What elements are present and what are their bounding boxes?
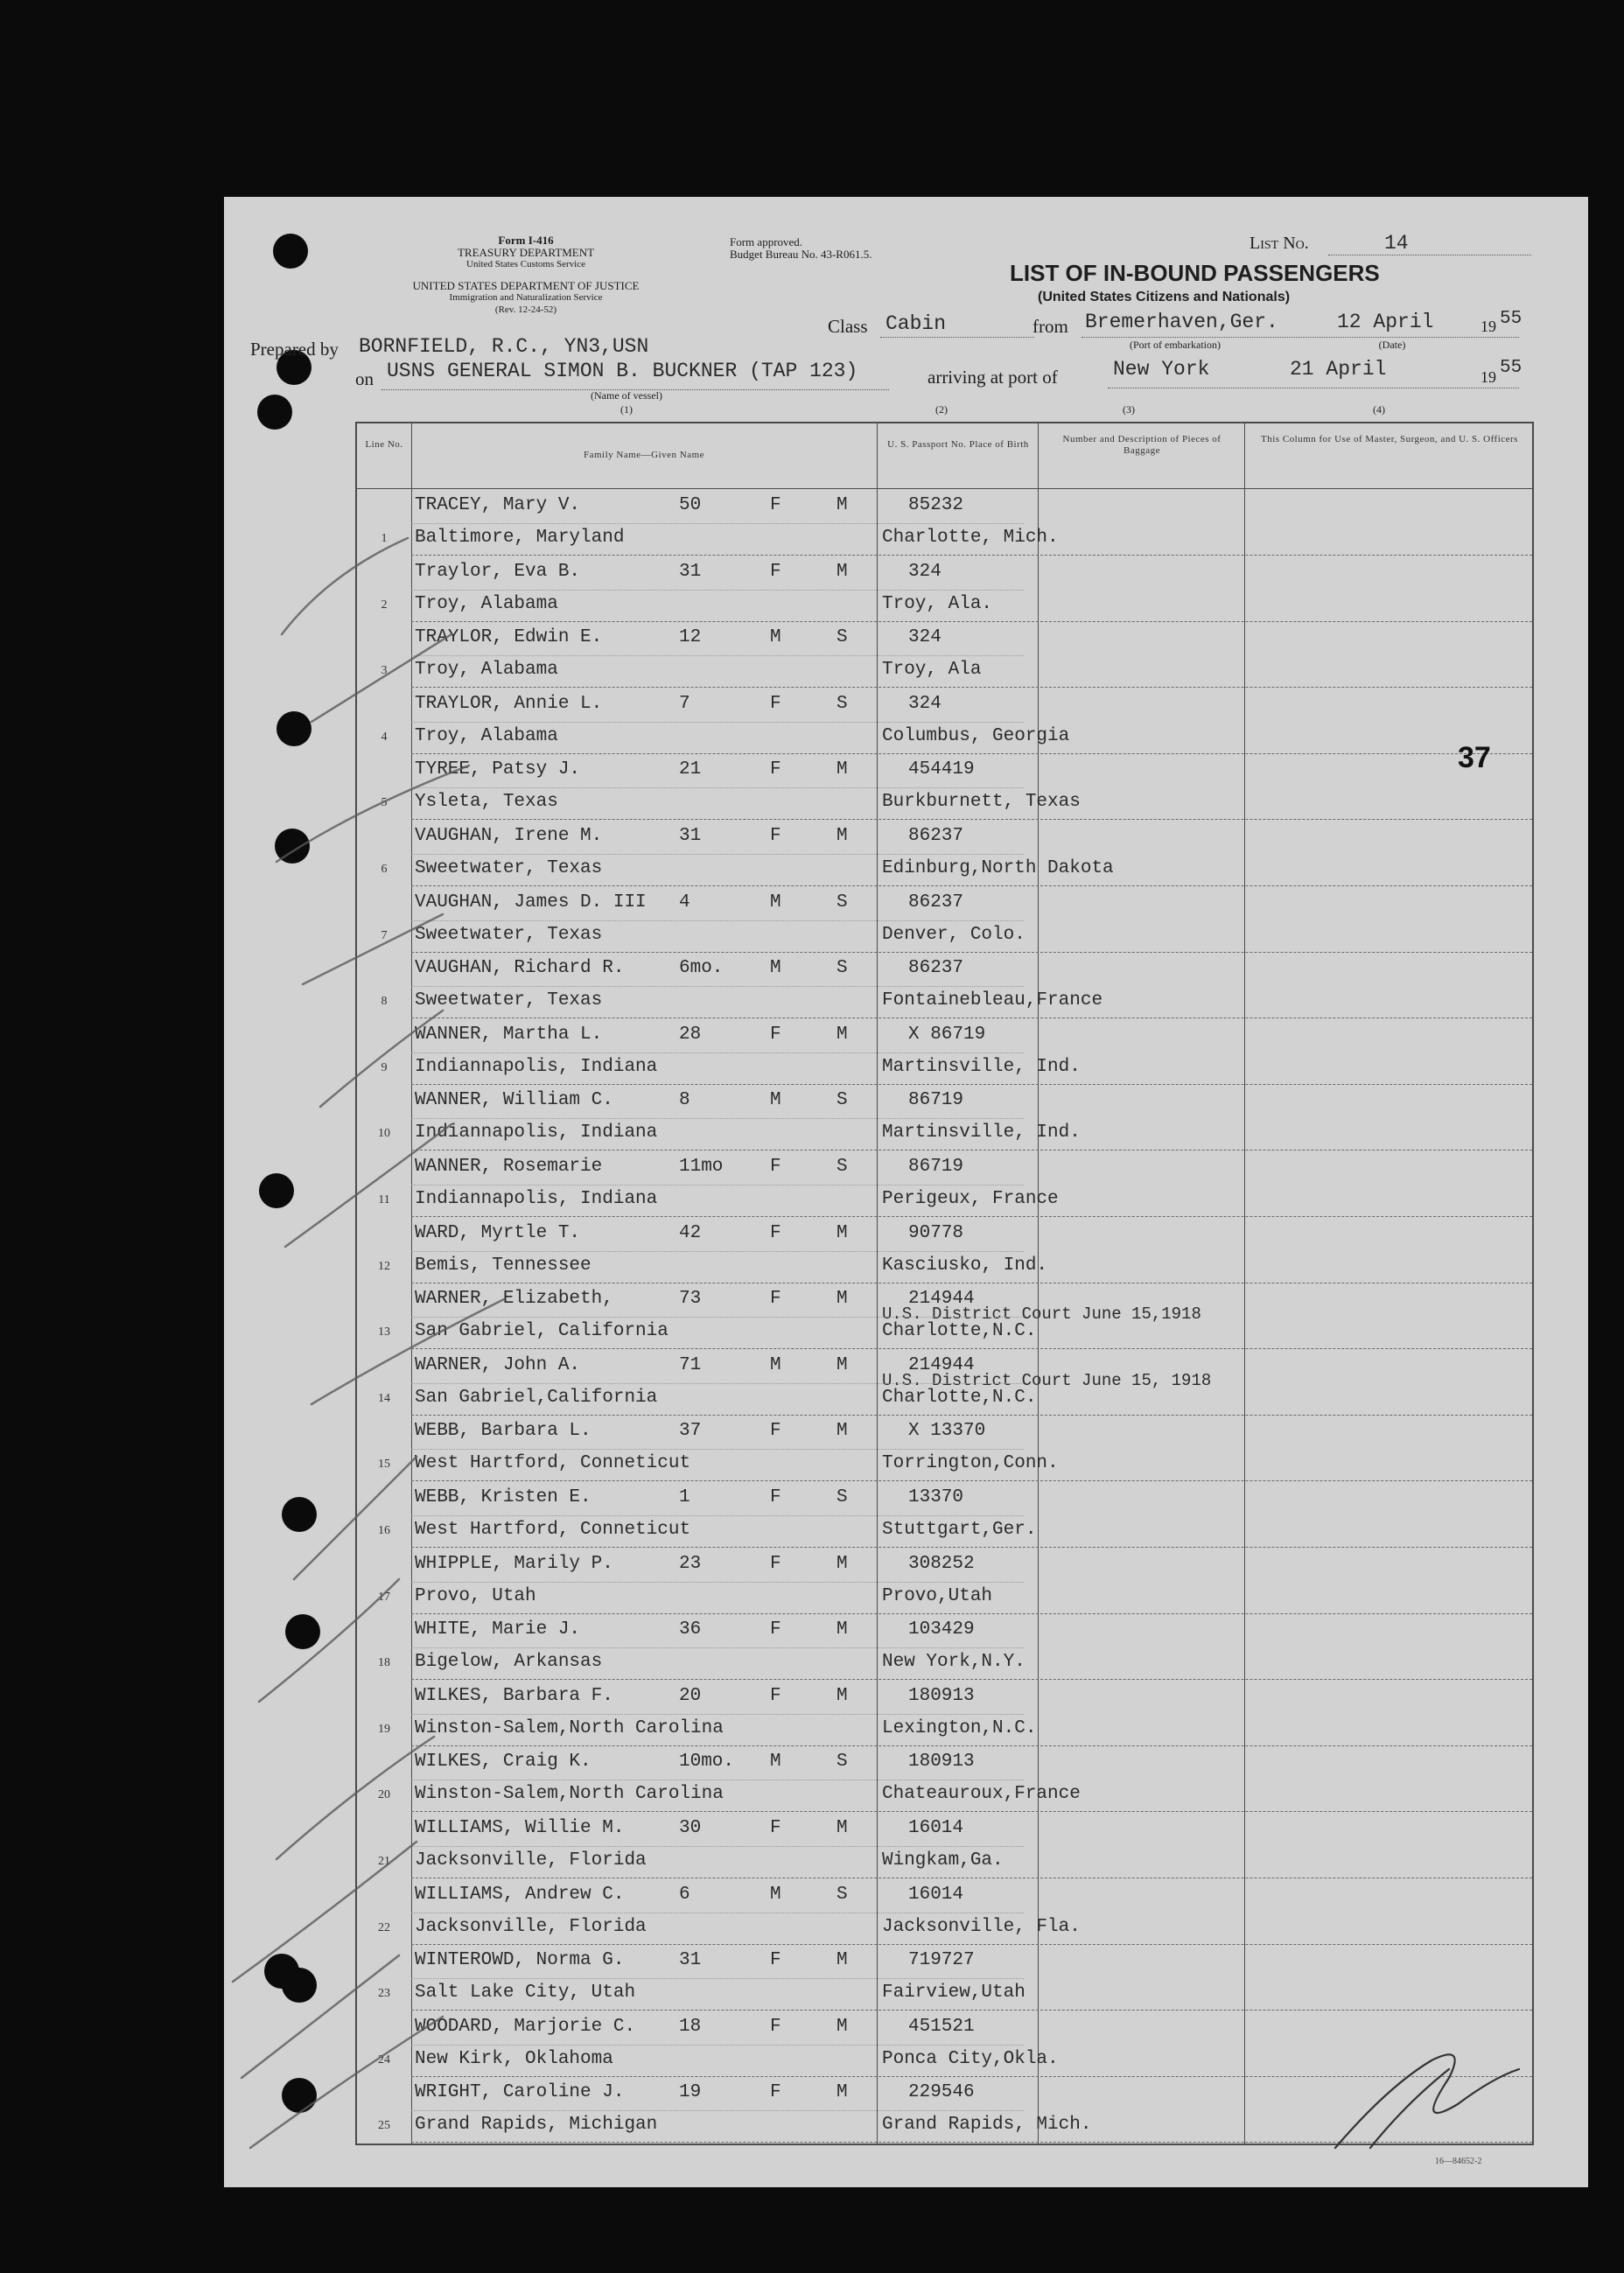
passenger-sex: F xyxy=(770,2082,781,2103)
passenger-status: M xyxy=(836,1950,848,1971)
passport-number: 308252 xyxy=(908,1553,975,1574)
class-value: Cabin xyxy=(886,312,947,335)
birthplace: Kasciusko, Ind. xyxy=(882,1255,1048,1276)
passenger-age: 4 xyxy=(679,892,690,913)
passenger-status: M xyxy=(836,1289,848,1310)
passenger-sex: M xyxy=(770,1354,781,1375)
passenger-status: M xyxy=(836,2082,848,2103)
passenger-residence: Sweetwater, Texas xyxy=(415,990,603,1011)
passport-number: 324 xyxy=(908,627,942,648)
line-number: 23 xyxy=(378,1987,390,2001)
passenger-age: 1 xyxy=(679,1487,690,1507)
birthplace: Martinsville, Ind. xyxy=(882,1056,1081,1077)
passport-number: 86237 xyxy=(908,958,964,979)
passenger-age: 50 xyxy=(679,495,702,515)
passenger-status: M xyxy=(836,2016,848,2037)
passenger-age: 11mo xyxy=(679,1157,724,1177)
passenger-age: 6 xyxy=(679,1884,690,1905)
line-number: 7 xyxy=(381,928,388,942)
col2-caption: (2) xyxy=(935,403,948,416)
passenger-sex: F xyxy=(770,1024,781,1045)
line-number: 19 xyxy=(378,1722,390,1736)
passenger-residence: Jacksonville, Florida xyxy=(415,1916,647,1937)
passenger-sex: F xyxy=(770,1818,781,1838)
passenger-age: 20 xyxy=(679,1685,702,1706)
passenger-status: M xyxy=(836,1619,848,1640)
year1-prefix: 19 xyxy=(1480,318,1496,335)
passenger-status: S xyxy=(836,1090,848,1111)
passenger-age: 23 xyxy=(679,1553,702,1574)
passenger-name: WINTEROWD, Norma G. xyxy=(415,1950,625,1971)
passenger-residence: Troy, Alabama xyxy=(415,660,558,681)
passenger-age: 42 xyxy=(679,1222,702,1243)
passenger-status: M xyxy=(836,1421,848,1442)
passenger-age: 31 xyxy=(679,826,702,846)
line-number: 9 xyxy=(381,1060,388,1074)
line-number: 24 xyxy=(378,2053,390,2067)
passenger-name: TRAYLOR, Edwin E. xyxy=(415,627,603,648)
passport-number: 324 xyxy=(908,561,942,582)
passenger-age: 28 xyxy=(679,1024,702,1045)
passenger-age: 37 xyxy=(679,1421,702,1442)
passport-number: 214944 xyxy=(908,1289,975,1310)
passenger-name: WEBB, Kristen E. xyxy=(415,1487,592,1507)
birthplace: Charlotte,N.C. xyxy=(882,1387,1037,1408)
birthplace: Burkburnett, Texas xyxy=(882,792,1081,813)
passenger-name: WANNER, Martha L. xyxy=(415,1024,603,1045)
line-number: 22 xyxy=(378,1920,390,1934)
passenger-age: 30 xyxy=(679,1818,702,1838)
passenger-age: 31 xyxy=(679,1950,702,1971)
passenger-sex: M xyxy=(770,958,781,979)
passenger-residence: Sweetwater, Texas xyxy=(415,858,603,878)
passenger-age: 12 xyxy=(679,627,702,648)
passenger-age: 21 xyxy=(679,759,702,780)
revision: (Rev. 12-24-52) xyxy=(494,304,557,315)
passenger-residence: Baltimore, Maryland xyxy=(415,528,625,548)
passenger-name: WOODARD, Marjorie C. xyxy=(415,2016,636,2037)
birthplace: Fontainebleau,France xyxy=(882,990,1103,1011)
from-port: Bremerhaven,Ger. xyxy=(1085,311,1278,333)
passenger-residence: Grand Rapids, Michigan xyxy=(415,2115,658,2136)
passport-number: 86719 xyxy=(908,1090,964,1111)
arrival-date: 21 April xyxy=(1290,358,1387,381)
passenger-age: 18 xyxy=(679,2016,702,2037)
passenger-status: M xyxy=(836,1685,848,1706)
birthplace: Martinsville, Ind. xyxy=(882,1123,1081,1143)
passenger-sex: F xyxy=(770,1289,781,1310)
line-number: 15 xyxy=(378,1458,390,1472)
passport-number: 16014 xyxy=(908,1884,964,1905)
passport-number: 214944 xyxy=(908,1354,975,1375)
naturalization-note: U.S. District Court June 15, 1918 xyxy=(882,1370,1212,1390)
passport-number: 451521 xyxy=(908,2016,975,2037)
prepared-label: Prepared by xyxy=(250,339,339,360)
passenger-status: M xyxy=(836,1222,848,1243)
passport-number: 229546 xyxy=(908,2082,975,2103)
prepared-value: BORNFIELD, R.C., YN3,USN xyxy=(359,335,649,358)
passenger-name: WANNER, William C. xyxy=(415,1090,613,1111)
col3-caption: (3) xyxy=(1123,403,1135,416)
check-marks xyxy=(224,197,1588,2187)
passport-number: X 13370 xyxy=(908,1421,986,1442)
year2-suffix: 55 xyxy=(1500,358,1522,378)
footer-code: 16—84652-2 xyxy=(1435,2157,1482,2166)
line-number: 6 xyxy=(381,863,388,876)
line-number: 3 xyxy=(381,664,388,678)
passport-number: 16014 xyxy=(908,1818,964,1838)
line-number: 1 xyxy=(381,532,388,545)
passport-number: 90778 xyxy=(908,1222,964,1243)
passenger-sex: F xyxy=(770,1950,781,1971)
passenger-name: WILKES, Barbara F. xyxy=(415,1685,613,1706)
passenger-status: M xyxy=(836,826,848,846)
passenger-residence: Bigelow, Arkansas xyxy=(415,1652,603,1673)
line-number: 8 xyxy=(381,995,388,1009)
passenger-status: S xyxy=(836,958,848,979)
passenger-status: S xyxy=(836,1884,848,1905)
passenger-age: 8 xyxy=(679,1090,690,1111)
passenger-sex: F xyxy=(770,826,781,846)
arrival-port: New York xyxy=(1113,358,1210,381)
passenger-residence: Indiannapolis, Indiana xyxy=(415,1056,658,1077)
side-number: 37 xyxy=(1458,741,1491,774)
birthplace: Ponca City,Okla. xyxy=(882,2048,1059,2069)
passenger-residence: Ysleta, Texas xyxy=(415,792,558,813)
passport-number: 86237 xyxy=(908,892,964,913)
birthplace: Troy, Ala. xyxy=(882,593,993,614)
passenger-sex: M xyxy=(770,1090,781,1111)
vessel-caption: (Name of vessel) xyxy=(591,389,662,402)
passenger-sex: F xyxy=(770,1685,781,1706)
passenger-sex: M xyxy=(770,1884,781,1905)
passenger-name: WHITE, Marie J. xyxy=(415,1619,581,1640)
passenger-sex: F xyxy=(770,1157,781,1177)
from-date: 12 April xyxy=(1337,311,1434,333)
passenger-age: 6mo. xyxy=(679,958,724,979)
passenger-name: TRACEY, Mary V. xyxy=(415,495,581,515)
birthplace: Charlotte,N.C. xyxy=(882,1321,1037,1342)
arriving-label: arriving at port of xyxy=(928,367,1058,388)
passport-number: 86719 xyxy=(908,1157,964,1177)
passenger-residence: Provo, Utah xyxy=(415,1585,536,1606)
passenger-sex: F xyxy=(770,561,781,582)
passenger-name: WHIPPLE, Marily P. xyxy=(415,1553,613,1574)
birthplace: Perigeux, France xyxy=(882,1189,1059,1209)
line-number: 2 xyxy=(381,598,388,612)
birthplace: Columbus, Georgia xyxy=(882,725,1070,746)
passport-number: 180913 xyxy=(908,1752,975,1773)
treasury-dept: TREASURY DEPARTMENT xyxy=(457,246,595,259)
birthplace: Denver, Colo. xyxy=(882,924,1026,945)
document-title: LIST OF IN-BOUND PASSENGERS xyxy=(1010,260,1380,286)
birthplace: Charlotte, Mich. xyxy=(882,528,1059,548)
header-name: Family Name—Given Name xyxy=(583,450,705,460)
line-number: 12 xyxy=(378,1259,390,1273)
passport-number: X 86719 xyxy=(908,1024,986,1045)
birthplace: Torrington,Conn. xyxy=(882,1453,1059,1474)
list-no-label: List No. xyxy=(1250,234,1309,253)
year2-prefix: 19 xyxy=(1480,368,1496,386)
port-embark-caption: (Port of embarkation) xyxy=(1130,339,1221,351)
line-number: 4 xyxy=(381,730,388,744)
passenger-sex: F xyxy=(770,1553,781,1574)
passenger-name: WARD, Myrtle T. xyxy=(415,1222,581,1243)
passenger-age: 7 xyxy=(679,693,690,714)
passenger-name: WEBB, Barbara L. xyxy=(415,1421,592,1442)
passenger-status: M xyxy=(836,495,848,515)
passenger-name: TRAYLOR, Annie L. xyxy=(415,693,603,714)
passenger-sex: F xyxy=(770,693,781,714)
passenger-residence: Indiannapolis, Indiana xyxy=(415,1189,658,1209)
passenger-sex: F xyxy=(770,1487,781,1507)
passenger-age: 19 xyxy=(679,2082,702,2103)
col1-caption: (1) xyxy=(620,403,633,416)
form-number: Form I-416 xyxy=(498,234,554,247)
birthplace: Jacksonville, Fla. xyxy=(882,1916,1081,1937)
passenger-sex: F xyxy=(770,1619,781,1640)
passenger-status: S xyxy=(836,693,848,714)
class-label: Class xyxy=(828,316,868,337)
passenger-residence: Indiannapolis, Indiana xyxy=(415,1123,658,1143)
line-number: 18 xyxy=(378,1656,390,1670)
passenger-age: 10mo. xyxy=(679,1752,735,1773)
passport-number: 719727 xyxy=(908,1950,975,1971)
col4-caption: (4) xyxy=(1373,403,1385,416)
line-number: 11 xyxy=(378,1193,390,1206)
birthplace: Wingkam,Ga. xyxy=(882,1850,1004,1871)
passenger-status: M xyxy=(836,561,848,582)
year1-suffix: 55 xyxy=(1500,309,1522,329)
passenger-residence: San Gabriel, California xyxy=(415,1321,668,1342)
passenger-name: VAUGHAN, James D. III xyxy=(415,892,647,913)
passenger-sex: M xyxy=(770,892,781,913)
passenger-status: M xyxy=(836,1024,848,1045)
passenger-age: 73 xyxy=(679,1289,702,1310)
passenger-residence: Bemis, Tennessee xyxy=(415,1255,592,1276)
passenger-name: Traylor, Eva B. xyxy=(415,561,581,582)
passenger-status: S xyxy=(836,1487,848,1507)
line-number: 14 xyxy=(378,1391,390,1405)
from-label: from xyxy=(1032,316,1068,337)
line-number: 5 xyxy=(381,796,388,810)
passenger-name: WRIGHT, Caroline J. xyxy=(415,2082,625,2103)
passenger-status: S xyxy=(836,1752,848,1773)
date-caption: (Date) xyxy=(1378,339,1406,351)
birthplace: Lexington,N.C. xyxy=(882,1717,1037,1738)
passenger-age: 36 xyxy=(679,1619,702,1640)
passenger-residence: Troy, Alabama xyxy=(415,725,558,746)
line-number: 21 xyxy=(378,1855,390,1868)
passenger-sex: F xyxy=(770,1222,781,1243)
passport-number: 180913 xyxy=(908,1685,975,1706)
immigration-service: Immigration and Naturalization Service xyxy=(449,292,603,303)
passenger-age: 71 xyxy=(679,1354,702,1375)
naturalization-note: U.S. District Court June 15,1918 xyxy=(882,1304,1201,1325)
justice-dept: UNITED STATES DEPARTMENT OF JUSTICE xyxy=(412,279,640,292)
line-number: 17 xyxy=(378,1590,390,1604)
passenger-residence: West Hartford, Conneticut xyxy=(415,1453,691,1474)
passenger-residence: Winston-Salem,North Carolina xyxy=(415,1717,724,1738)
passenger-sex: F xyxy=(770,495,781,515)
passport-number: 454419 xyxy=(908,759,975,780)
passenger-name: VAUGHAN, Richard R. xyxy=(415,958,625,979)
header-passport: U. S. Passport No. Place of Birth xyxy=(887,439,1029,450)
passenger-name: VAUGHAN, Irene M. xyxy=(415,826,603,846)
birthplace: Chateauroux,France xyxy=(882,1784,1081,1805)
passenger-residence: Jacksonville, Florida xyxy=(415,1850,647,1871)
line-number: 25 xyxy=(378,2119,390,2133)
birthplace: Fairview,Utah xyxy=(882,1983,1026,2004)
header-baggage: Number and Description of Pieces of Baggage xyxy=(1062,434,1222,456)
form-approved: Form approved. xyxy=(730,235,803,248)
passenger-sex: F xyxy=(770,1421,781,1442)
passenger-sex: M xyxy=(770,627,781,648)
passport-number: 86237 xyxy=(908,826,964,846)
on-label: on xyxy=(355,368,374,389)
birthplace: Provo,Utah xyxy=(882,1585,993,1606)
line-number: 10 xyxy=(378,1127,390,1141)
passenger-status: M xyxy=(836,1354,848,1375)
line-number: 13 xyxy=(378,1325,390,1339)
customs-service: United States Customs Service xyxy=(466,259,585,269)
passenger-name: WILLIAMS, Willie M. xyxy=(415,1818,625,1838)
header-officers: This Column for Use of Master, Surgeon, and U. S. Officers xyxy=(1261,434,1518,444)
passenger-status: M xyxy=(836,1818,848,1838)
birthplace: Troy, Ala xyxy=(882,660,982,681)
passenger-residence: Sweetwater, Texas xyxy=(415,924,603,945)
manifest-page xyxy=(224,197,1588,2187)
line-number: 16 xyxy=(378,1524,390,1537)
passenger-name: WILKES, Craig K. xyxy=(415,1752,592,1773)
passport-number: 13370 xyxy=(908,1487,964,1507)
birthplace: Edinburg,North Dakota xyxy=(882,858,1114,878)
passenger-sex: F xyxy=(770,2016,781,2037)
passenger-name: WARNER, John A. xyxy=(415,1354,581,1375)
budget-bureau: Budget Bureau No. 43-R061.5. xyxy=(730,248,872,261)
list-no-value: 14 xyxy=(1384,232,1409,255)
passenger-name: WILLIAMS, Andrew C. xyxy=(415,1884,625,1905)
passenger-sex: F xyxy=(770,759,781,780)
passenger-name: WANNER, Rosemarie xyxy=(415,1157,603,1177)
passport-number: 85232 xyxy=(908,495,964,515)
passport-number: 324 xyxy=(908,693,942,714)
document-subtitle: (United States Citizens and Nationals) xyxy=(1038,290,1291,304)
passenger-status: S xyxy=(836,892,848,913)
header-line-no: Line No. xyxy=(365,439,403,450)
birthplace: Grand Rapids, Mich. xyxy=(882,2115,1092,2136)
passenger-age: 31 xyxy=(679,561,702,582)
birthplace: New York,N.Y. xyxy=(882,1652,1026,1673)
passenger-residence: Salt Lake City, Utah xyxy=(415,1983,636,2004)
passenger-residence: Troy, Alabama xyxy=(415,593,558,614)
passenger-status: S xyxy=(836,1157,848,1177)
passenger-residence: Winston-Salem,North Carolina xyxy=(415,1784,724,1805)
line-number: 20 xyxy=(378,1788,390,1802)
passenger-residence: New Kirk, Oklahoma xyxy=(415,2048,613,2069)
vessel-name: USNS GENERAL SIMON B. BUCKNER (TAP 123) xyxy=(387,360,858,382)
passenger-status: M xyxy=(836,759,848,780)
passenger-name: TYREE, Patsy J. xyxy=(415,759,581,780)
passenger-residence: San Gabriel,California xyxy=(415,1387,658,1408)
passenger-status: M xyxy=(836,1553,848,1574)
birthplace: Stuttgart,Ger. xyxy=(882,1520,1037,1540)
passenger-sex: M xyxy=(770,1752,781,1773)
passport-number: 103429 xyxy=(908,1619,975,1640)
passenger-status: S xyxy=(836,627,848,648)
passenger-name: WARNER, Elizabeth, xyxy=(415,1289,613,1310)
passenger-residence: West Hartford, Conneticut xyxy=(415,1520,691,1540)
